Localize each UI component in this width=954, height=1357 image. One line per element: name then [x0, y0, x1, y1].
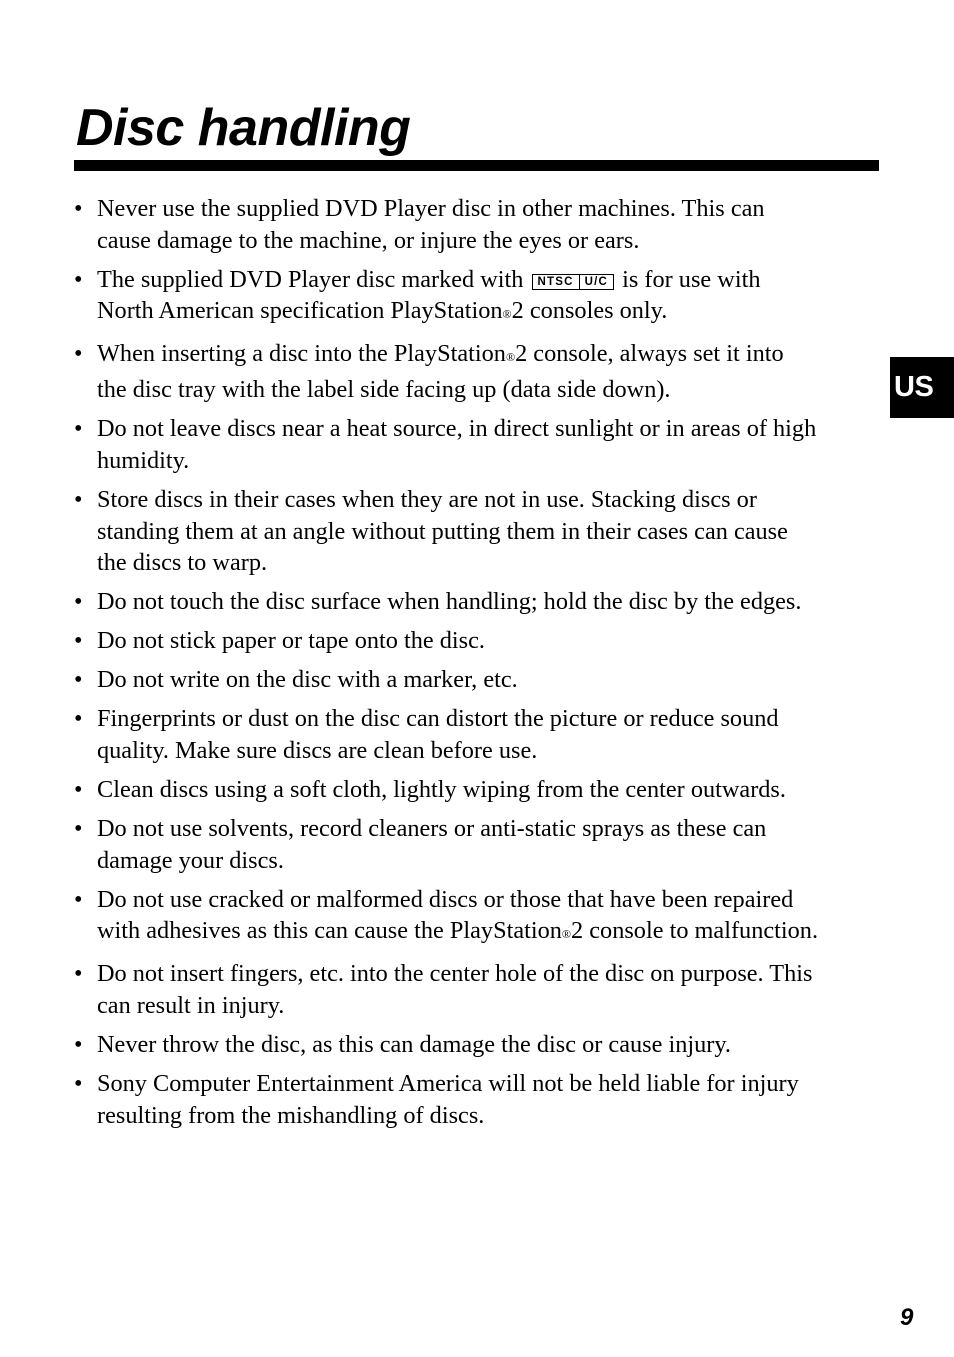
registered-mark: ®	[561, 927, 572, 942]
list-item-text: with adhesives as this can cause the PlayStation	[97, 917, 562, 945]
bullet-icon: •	[74, 1070, 83, 1098]
list-item-text: Do not stick paper or tape onto the disc.	[97, 627, 485, 655]
bullet-icon: •	[74, 195, 83, 222]
list-item-text: Store discs in their cases when they are not in use. Stacking discs or	[97, 485, 757, 513]
list-item-text: 2 console to malfunction.	[571, 917, 819, 945]
list-item-text: Do not use cracked or malformed discs or those that have been repaired	[97, 885, 794, 913]
list-item	[74, 338, 886, 405]
list-item-text: is for use with	[622, 265, 761, 293]
list-item-text: The supplied DVD Player disc marked with	[97, 265, 524, 293]
list-item-text: humidity.	[97, 446, 190, 474]
list-item-text: standing them at an angle without putting them in their cases can cause	[97, 517, 788, 545]
bullet-icon: •	[74, 340, 83, 368]
bullet-icon: •	[74, 775, 83, 803]
bullet-icon: •	[74, 1031, 83, 1059]
bullet-icon: •	[74, 960, 83, 988]
ntsc-uc-region-badge	[532, 274, 615, 290]
ntsc-label: NTSC	[537, 275, 574, 288]
list-item-text: cause damage to the machine, or injure the eyes or ears.	[97, 226, 640, 254]
list-item-text: Do not use solvents, record cleaners or anti-static sprays as these can	[97, 814, 767, 842]
uc-label: U/C	[579, 275, 613, 290]
list-item-text: quality. Make sure discs are clean before use.	[97, 736, 538, 764]
list-item-line	[97, 915, 886, 951]
list-item-text: Never use the supplied DVD Player disc in other machines. This can	[97, 195, 765, 222]
list-item-text: Do not touch the disc surface when handling; hold the disc by the edges.	[97, 588, 802, 616]
list-item-text: Clean discs using a soft cloth, lightly wiping from the center outwards.	[97, 775, 786, 803]
list-item	[74, 625, 886, 657]
list-item	[74, 813, 886, 876]
list-item-text: damage your discs.	[97, 846, 284, 874]
list-item	[74, 774, 886, 806]
list-item-text: the discs to warp.	[97, 549, 268, 577]
list-item-text: Do not leave discs near a heat source, in direct sunlight or in areas of high	[97, 415, 817, 443]
list-item-text: 2 consoles only.	[511, 297, 668, 325]
list-item	[74, 484, 886, 579]
list-item-text: the disc tray with the label side facing up (data side down).	[97, 376, 671, 404]
page-number: 9	[900, 1304, 914, 1331]
list-item	[74, 193, 886, 256]
bullet-icon: •	[74, 265, 83, 293]
disc-handling-list	[74, 193, 886, 1139]
bullet-icon: •	[74, 885, 83, 913]
list-item	[74, 413, 886, 476]
list-item-line	[97, 295, 886, 331]
list-item-text: Sony Computer Entertainment America will not be held liable for injury	[97, 1070, 799, 1098]
bullet-icon: •	[74, 627, 83, 655]
list-item-text: resulting from the mishandling of discs.	[97, 1101, 485, 1129]
title-underline-rule	[74, 160, 879, 171]
list-item-text: 2 console, always set it into	[515, 340, 784, 368]
registered-mark: ®	[502, 307, 512, 322]
list-item-text: can result in injury.	[97, 992, 285, 1020]
list-item	[74, 264, 886, 331]
list-item-text: When inserting a disc into the PlayStation	[97, 340, 506, 368]
language-tab: US	[890, 357, 954, 418]
list-item-text: Never throw the disc, as this can damage the disc or cause injury.	[97, 1031, 731, 1059]
bullet-icon: •	[74, 415, 83, 443]
list-item	[74, 1029, 886, 1061]
bullet-icon: •	[74, 814, 83, 842]
list-item-line	[97, 338, 886, 374]
list-item	[74, 958, 886, 1021]
list-item	[74, 1068, 886, 1131]
bullet-icon: •	[74, 485, 83, 513]
list-item-text: Do not write on the disc with a marker, etc.	[97, 666, 518, 694]
bullet-icon: •	[74, 705, 83, 733]
bullet-icon: •	[74, 666, 83, 694]
page-title: Disc handling	[76, 99, 411, 157]
list-item-text: North American specification PlayStation	[97, 297, 503, 325]
bullet-icon: •	[74, 588, 83, 616]
list-item	[74, 586, 886, 618]
list-item-line	[97, 264, 886, 296]
list-item-text: Do not insert fingers, etc. into the center hole of the disc on purpose. This	[97, 960, 813, 988]
list-item	[74, 703, 886, 766]
list-item	[74, 884, 886, 951]
list-item-text: Fingerprints or dust on the disc can distort the picture or reduce sound	[97, 705, 779, 733]
list-item	[74, 664, 886, 696]
registered-mark: ®	[505, 350, 516, 365]
